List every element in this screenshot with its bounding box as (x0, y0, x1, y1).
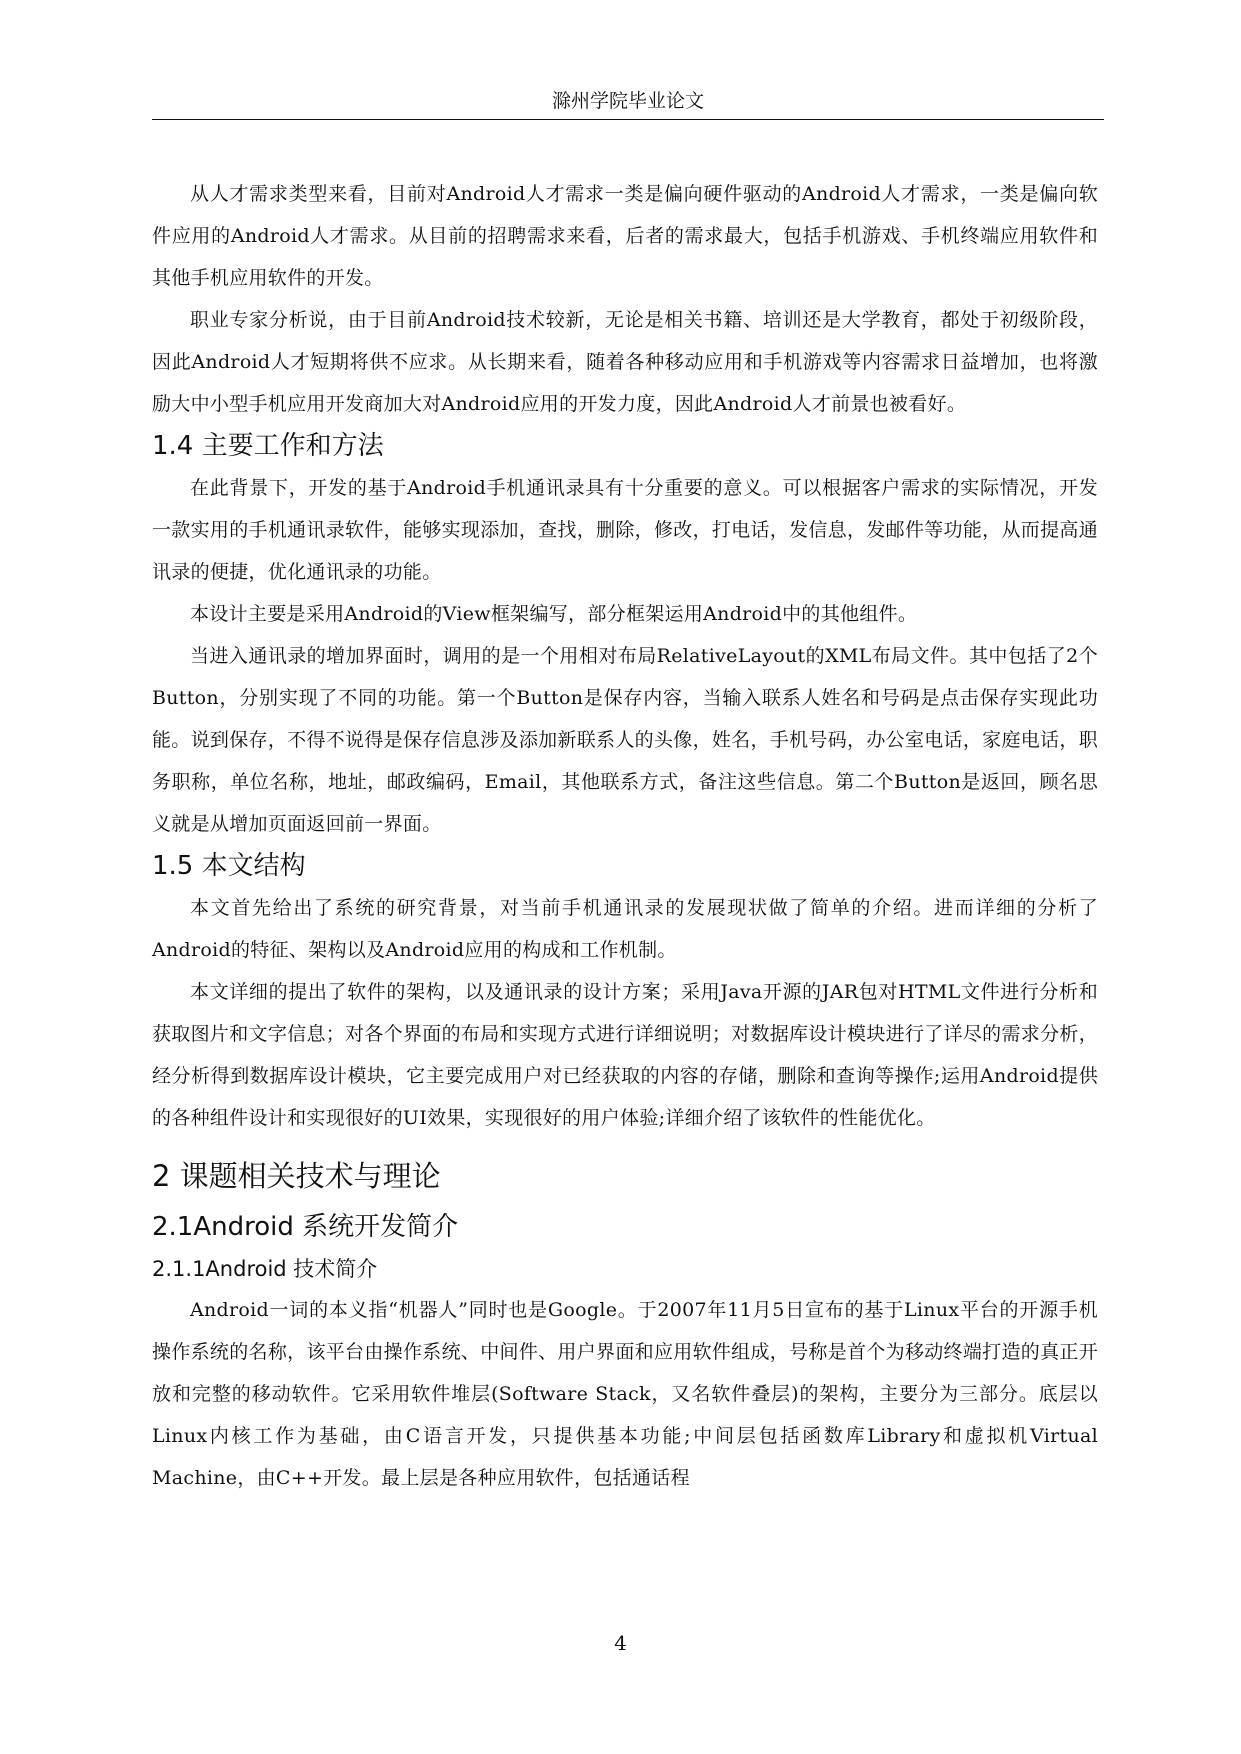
section-heading-1-5: 1.5 本文结构 (152, 851, 306, 881)
section-heading-2-1: 2.1Android 系统开发简介 (152, 1212, 459, 1242)
running-header: 滁州学院毕业论文 (551, 90, 704, 112)
paragraph: 职业专家分析说，由于目前Android技术较新，无论是相关书籍、培训还是大学教育，都处于初级阶段，因此Android人才短期将供不应求。从长期来看，随着各种移动应用和手机游戏等内容需求日益增加，也将激励大中小型手机应用开发商加大对Android应用的开发力度，因此Android人才前景也被看好。 (152, 309, 1098, 415)
paragraph: 本文首先给出了系统的研究背景，对当前手机通讯录的发展现状做了简单的介绍。进而详细的分析了Android的特征、架构以及Android应用的构成和工作机制。 (152, 897, 1098, 961)
header-rule (152, 119, 1104, 120)
paragraph: 本文详细的提出了软件的架构，以及通讯录的设计方案；采用Java开源的JAR包对HTML文件进行分析和获取图片和文字信息；对各个界面的布局和实现方式进行详细说明；对数据库设计模块进行了详尽的需求分析，经分析得到数据库设计模块，它主要完成用户对已经获取的内容的存储，删除和查询等操作;运用Android提供的各种组件设计和实现很好的UI效果，实现很好的用户体验;详细介绍了该软件的性能优化。 (152, 981, 1098, 1129)
paragraph: Android一词的本义指“机器人”同时也是Google。于2007年11月5日宣布的基于Linux平台的开源手机操作系统的名称，该平台由操作系统、中间件、用户界面和应用软件组成，号称是首个为移动终端打造的真正开放和完整的移动软件。它采用软件堆层(Software Stack，又名软件叠层)的架构，主要分为三部分。底层以Linux内核工作为基础，由C语言开发，只提供基本功能;中间层包括函数库Library和虚拟机Virtual Machine，由C++开发。最上层是各种应用软件，包括通话程 (152, 1299, 1098, 1489)
subsection-heading-2-1-1: 2.1.1Android 技术简介 (152, 1257, 378, 1281)
paragraph: 从人才需求类型来看，目前对Android人才需求一类是偏向硬件驱动的Android人才需求，一类是偏向软件应用的Android人才需求。从目前的招聘需求来看，后者的需求最大，包括手机游戏、手机终端应用软件和其他手机应用软件的开发。 (152, 183, 1098, 289)
paragraph: 本设计主要是采用Android的View框架编写，部分框架运用Android中的其他组件。 (190, 603, 918, 625)
paragraph: 当进入通讯录的增加界面时，调用的是一个用相对布局RelativeLayout的XML布局文件。其中包括了2个Button，分别实现了不同的功能。第一个Button是保存内容，当输入联系人姓名和号码是点击保存实现此功能。说到保存，不得不说得是保存信息涉及添加新联系人的头像，姓名，手机号码，办公室电话，家庭电话，职务职称，单位名称，地址，邮政编码，Email，其他联系方式，备注这些信息。第二个Button是返回，顾名思义就是从增加页面返回前一界面。 (152, 645, 1098, 835)
section-heading-1-4: 1.4 主要工作和方法 (152, 431, 384, 461)
paragraph: 在此背景下，开发的基于Android手机通讯录具有十分重要的意义。可以根据客户需求的实际情况，开发一款实用的手机通讯录软件，能够实现添加，查找，删除，修改，打电话，发信息，发邮件等功能，从而提高通讯录的便捷，优化通讯录的功能。 (152, 477, 1098, 583)
chapter-heading-2: 2 课题相关技术与理论 (152, 1159, 441, 1193)
page-number: 4 (614, 1631, 627, 1655)
page-body (152, 173, 1098, 1499)
